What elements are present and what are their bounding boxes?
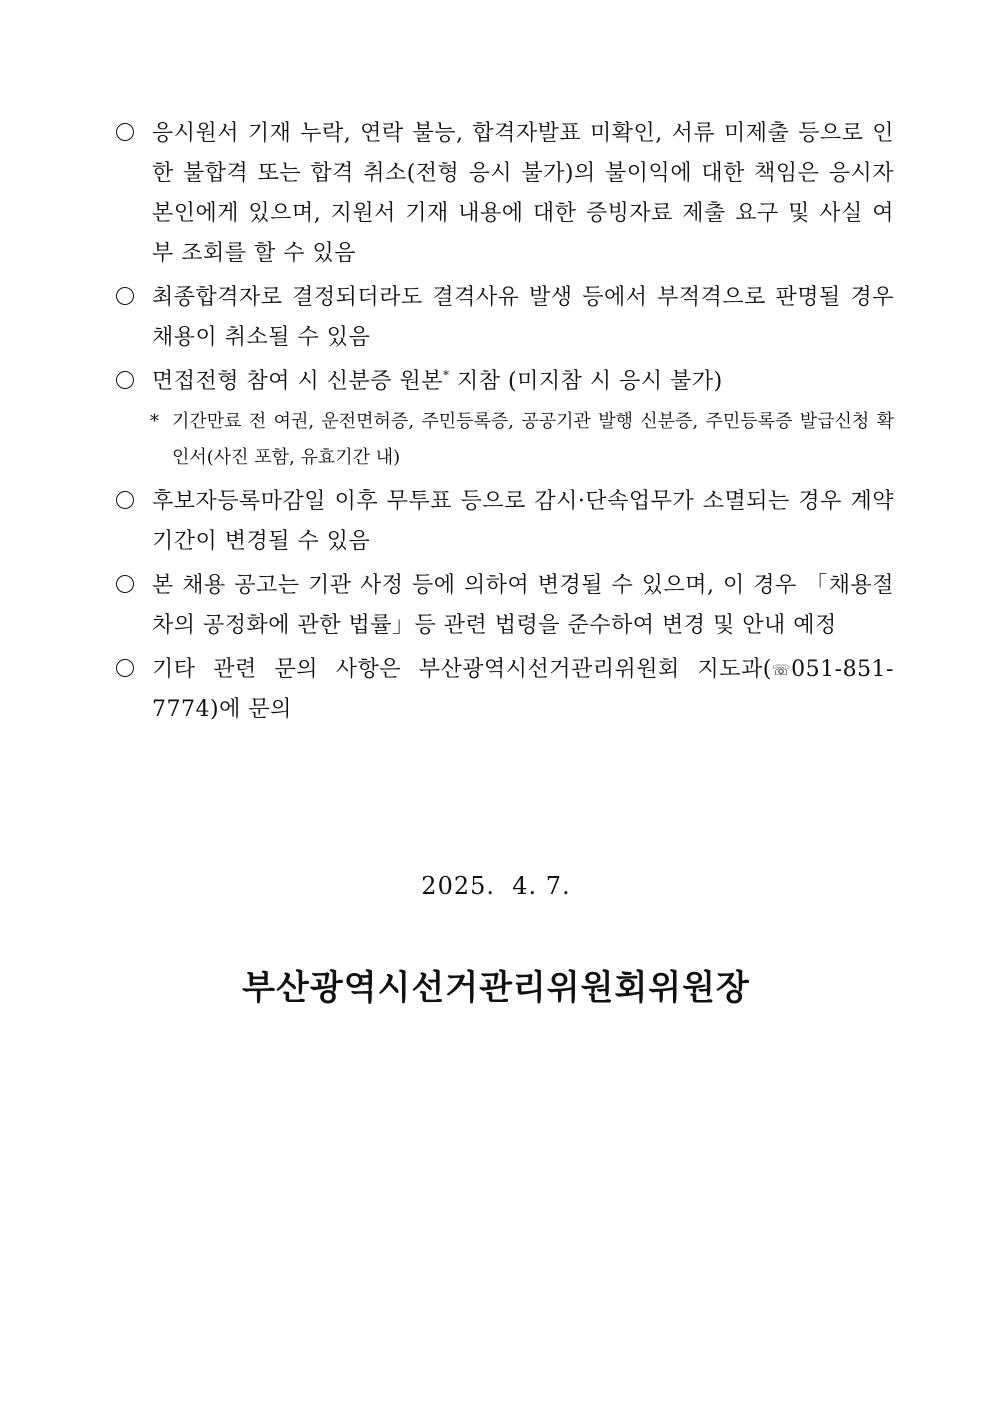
notice-item-2 (114, 278, 894, 358)
telephone-icon: ☏ (771, 661, 792, 679)
circle-bullet-icon (116, 287, 134, 305)
footnote-reference: * (443, 368, 450, 382)
circle-bullet-icon (116, 491, 134, 509)
notice-text: 본 채용 공고는 기관 사정 등에 의하여 변경될 수 있으며, 이 경우 「채용절차의 공정화에 관한 법률」등 관련 법령을 준수하여 변경 및 안내 예정 (152, 573, 894, 638)
phone-number: 051-851-7774 (152, 657, 894, 722)
notice-item-3 (114, 362, 894, 402)
notice-item-6 (114, 650, 894, 730)
notice-text-continued: 지참 (미지참 시 응시 불가) (449, 369, 723, 394)
issuer-signature: 부산광역시선거관리위원회위원장 (242, 968, 750, 1008)
notice-text: 면접전형 참여 시 신분증 원본 (152, 369, 443, 394)
circle-bullet-icon (116, 659, 134, 677)
footnote (114, 404, 894, 476)
notice-item-4 (114, 482, 894, 562)
notice-text-continued: )에 문의 (210, 697, 292, 722)
notice-text: 기타 관련 문의 사항은 부산광역시선거관리위원회 지도과( (152, 657, 772, 682)
notice-list (114, 114, 894, 734)
notice-item-1 (114, 114, 894, 274)
footnote-mark: * (150, 411, 159, 432)
notice-text: 후보자등록마감일 이후 무투표 등으로 감시·단속업무가 소멸되는 경우 계약기간이 변경될 수 있음 (152, 489, 894, 554)
notice-item-5 (114, 566, 894, 646)
circle-bullet-icon (116, 371, 134, 389)
notice-text: 최종합격자로 결정되더라도 결격사유 발생 등에서 부적격으로 판명될 경우 채용이 취소될 수 있음 (152, 285, 894, 350)
circle-bullet-icon (116, 575, 134, 593)
notice-text: 응시원서 기재 누락, 연락 불능, 합격자발표 미확인, 서류 미제출 등으로 인한 불합격 또는 합격 취소(전형 응시 불가)의 불이익에 대한 책임은 응시자 본인에게 있으며, 지원서 기재 내용에 대한 증빙자료 제출 요구 및 사실 여부 조회를 할 수 있음 (152, 121, 894, 266)
announcement-date: 2025. 4. 7. (421, 872, 571, 900)
circle-bullet-icon (116, 123, 134, 141)
footnote-text: 기간만료 전 여권, 운전면허증, 주민등록증, 공공기관 발행 신분증, 주민등록증 발급신청 확인서(사진 포함, 유효기간 내) (172, 411, 894, 468)
